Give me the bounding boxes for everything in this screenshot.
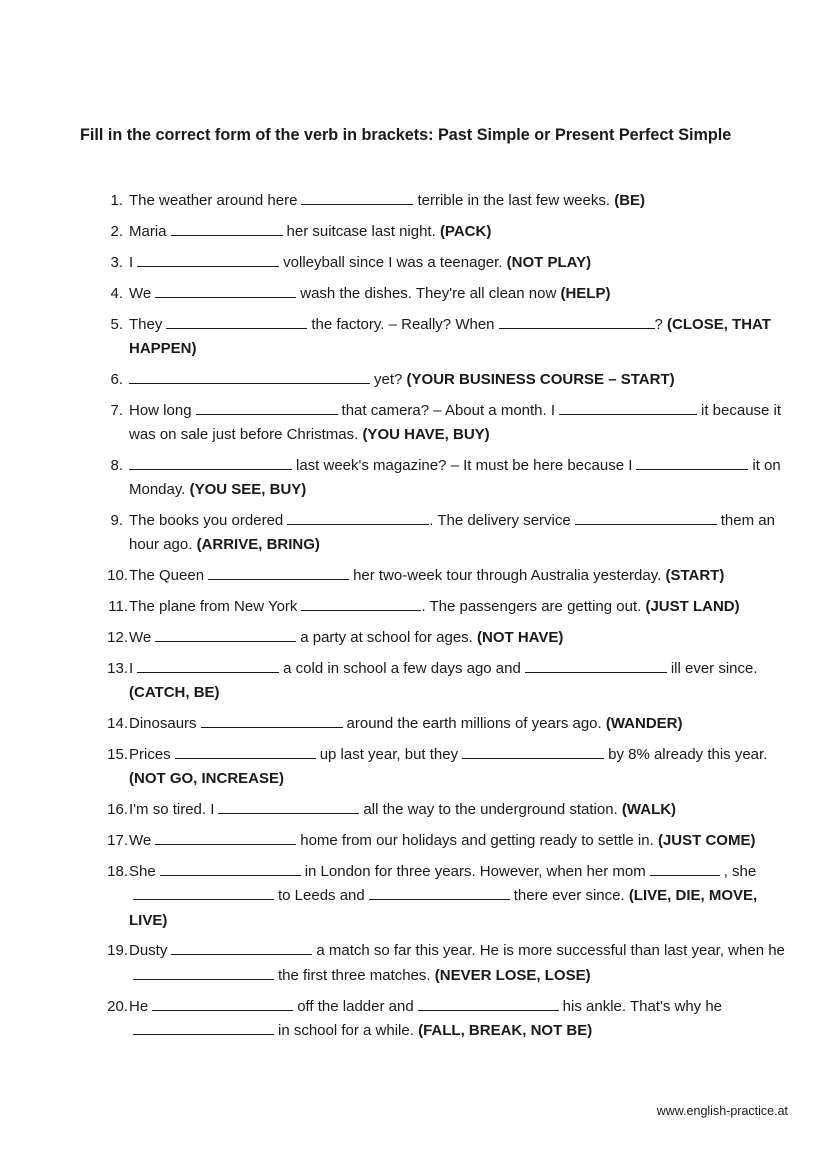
- answer-blank[interactable]: [636, 454, 748, 470]
- answer-blank[interactable]: [287, 509, 429, 525]
- answer-blank[interactable]: [208, 564, 349, 580]
- exercise-item: [0, 368, 828, 392]
- answer-blank[interactable]: [133, 1019, 274, 1035]
- exercise-item: [0, 282, 828, 306]
- exercise-item: [0, 454, 828, 503]
- answer-blank[interactable]: [175, 743, 316, 759]
- verb-hint: (JUST LAND): [645, 598, 740, 616]
- exercise-text: We wash the dishes. They're all clean now (HELP): [129, 282, 789, 306]
- exercise-number: 12.: [107, 628, 128, 646]
- exercise-text: I'm so tired. I all the way to the underground station. (WALK): [129, 798, 789, 822]
- exercise-number: 6.: [110, 370, 123, 388]
- answer-blank[interactable]: [171, 220, 283, 236]
- answer-blank[interactable]: [152, 995, 293, 1011]
- verb-hint: (YOU SEE, BUY): [189, 481, 307, 499]
- exercise-text: last week's magazine? – It must be here because I it on Monday. (YOU SEE, BUY): [129, 454, 789, 503]
- answer-blank[interactable]: [301, 189, 413, 205]
- exercise-item: [0, 189, 828, 213]
- verb-hint: (ARRIVE, BRING): [196, 536, 320, 554]
- exercise-text: Prices up last year, but they by 8% already this year. (NOT GO, INCREASE): [129, 743, 789, 792]
- exercise-text: We home from our holidays and getting ready to settle in. (JUST COME): [129, 829, 789, 853]
- verb-hint: (JUST COME): [657, 832, 756, 850]
- answer-blank[interactable]: [525, 657, 667, 673]
- answer-blank[interactable]: [155, 282, 296, 298]
- verb-hint: (WALK): [621, 801, 677, 819]
- exercise-text: The plane from New York . The passengers are getting out. (JUST LAND): [129, 595, 789, 619]
- exercise-item: [0, 860, 828, 933]
- exercise-item: [0, 995, 828, 1044]
- answer-blank[interactable]: [137, 251, 279, 267]
- answer-blank[interactable]: [650, 860, 720, 876]
- answer-blank[interactable]: [133, 964, 274, 980]
- exercise-number: 4.: [110, 284, 123, 302]
- exercise-item: [0, 220, 828, 244]
- answer-blank[interactable]: [575, 509, 717, 525]
- answer-blank[interactable]: [499, 313, 655, 329]
- exercise-item: [0, 509, 828, 558]
- answer-blank[interactable]: [129, 454, 292, 470]
- exercise-number: 3.: [110, 253, 123, 271]
- site-footer: www.english-practice.at: [656, 1104, 788, 1118]
- answer-blank[interactable]: [137, 657, 279, 673]
- answer-blank[interactable]: [160, 860, 301, 876]
- answer-blank[interactable]: [155, 626, 296, 642]
- worksheet-title: Fill in the correct form of the verb in brackets: Past Simple or Present Perfect Simple: [80, 126, 732, 144]
- verb-hint: (NOT HAVE): [477, 628, 564, 646]
- answer-blank[interactable]: [462, 743, 604, 759]
- exercise-number: 16.: [107, 801, 128, 819]
- exercise-text: We a party at school for ages. (NOT HAVE): [129, 626, 789, 650]
- exercise-text: Dinosaurs around the earth millions of years ago. (WANDER): [129, 712, 789, 736]
- exercise-text: He off the ladder and his ankle. That's why hein school for a while. (FALL, BREAK, NOT BE): [129, 995, 789, 1044]
- verb-hint: (CATCH, BE): [129, 684, 220, 702]
- verb-hint: (HELP): [560, 284, 611, 302]
- answer-blank[interactable]: [133, 884, 274, 900]
- verb-hint: (BE): [614, 192, 646, 209]
- exercise-number: 1.: [110, 192, 123, 209]
- exercise-number: 5.: [110, 315, 123, 333]
- exercise-text: The Queen her two-week tour through Australia yesterday. (START): [129, 564, 789, 588]
- exercise-text: She in London for three years. However, when her mom , sheto Leeds and there ever since. (LIVE, DIE, MOVE, LIVE): [129, 860, 789, 933]
- exercise-number: 17.: [107, 832, 128, 850]
- verb-hint: (LIVE, DIE, MOVE, LIVE): [129, 887, 758, 929]
- exercise-item: [0, 743, 828, 792]
- exercise-item: [0, 626, 828, 650]
- answer-blank[interactable]: [201, 712, 343, 728]
- exercise-item: [0, 657, 828, 706]
- exercise-number: 14.: [107, 715, 128, 733]
- exercise-text: I volleyball since I was a teenager. (NOT PLAY): [129, 251, 789, 275]
- verb-hint: (YOU HAVE, BUY): [362, 425, 490, 443]
- exercise-item: [0, 939, 828, 988]
- exercise-number: 9.: [110, 512, 123, 530]
- exercise-text: Maria her suitcase last night. (PACK): [129, 220, 789, 244]
- exercise-item: [0, 251, 828, 275]
- exercise-number: 8.: [110, 456, 123, 474]
- exercise-number: 20.: [107, 997, 128, 1015]
- exercise-number: 13.: [107, 659, 128, 677]
- exercise-text: yet? (YOUR BUSINESS COURSE – START): [129, 368, 789, 392]
- verb-hint: (WANDER): [605, 715, 683, 733]
- exercise-item: [0, 313, 828, 362]
- exercise-text: The weather around here terrible in the last few weeks. (BE): [129, 189, 789, 213]
- verb-hint: (NEVER LOSE, LOSE): [434, 966, 591, 984]
- answer-blank[interactable]: [171, 939, 312, 955]
- exercise-number: 18.: [107, 862, 128, 880]
- exercise-text: The books you ordered . The delivery service them an hour ago. (ARRIVE, BRING): [129, 509, 789, 558]
- exercise-item: [0, 712, 828, 736]
- verb-hint: (NOT GO, INCREASE): [129, 770, 285, 788]
- exercise-item: [0, 829, 828, 853]
- verb-hint: (NOT PLAY): [506, 253, 592, 271]
- answer-blank[interactable]: [196, 399, 338, 415]
- exercise-number: 11.: [108, 598, 128, 616]
- verb-hint: (CLOSE, THAT HAPPEN): [129, 315, 771, 357]
- answer-blank[interactable]: [166, 313, 307, 329]
- answer-blank[interactable]: [129, 368, 370, 384]
- verb-hint: (START): [665, 567, 725, 585]
- verb-hint: (YOUR BUSINESS COURSE – START): [406, 370, 675, 388]
- answer-blank[interactable]: [218, 798, 359, 814]
- exercise-number: 15.: [107, 745, 128, 763]
- exercise-text: They the factory. – Really? When ? (CLOSE, THAT HAPPEN): [129, 313, 789, 362]
- exercise-item: [0, 399, 828, 448]
- answer-blank[interactable]: [369, 884, 510, 900]
- exercise-number: 7.: [110, 401, 123, 419]
- exercise-list: [0, 189, 828, 1050]
- exercise-item: [0, 595, 828, 619]
- answer-blank[interactable]: [301, 595, 421, 611]
- exercise-number: 19.: [107, 942, 128, 960]
- exercise-text: I a cold in school a few days ago and ill ever since. (CATCH, BE): [129, 657, 789, 706]
- exercise-number: 10.: [107, 567, 128, 585]
- exercise-item: [0, 798, 828, 822]
- exercise-item: [0, 564, 828, 588]
- exercise-text: Dusty a match so far this year. He is more successful than last year, when hethe first three matches. (NEVER LOSE, LOSE): [129, 939, 789, 988]
- exercise-number: 2.: [110, 222, 123, 240]
- answer-blank[interactable]: [418, 995, 559, 1011]
- answer-blank[interactable]: [155, 829, 296, 845]
- exercise-text: How long that camera? – About a month. I it because it was on sale just before Christmas. (YOU HAVE, BUY): [129, 399, 789, 448]
- answer-blank[interactable]: [559, 399, 697, 415]
- verb-hint: (FALL, BREAK, NOT BE): [418, 1021, 593, 1039]
- verb-hint: (PACK): [439, 222, 492, 240]
